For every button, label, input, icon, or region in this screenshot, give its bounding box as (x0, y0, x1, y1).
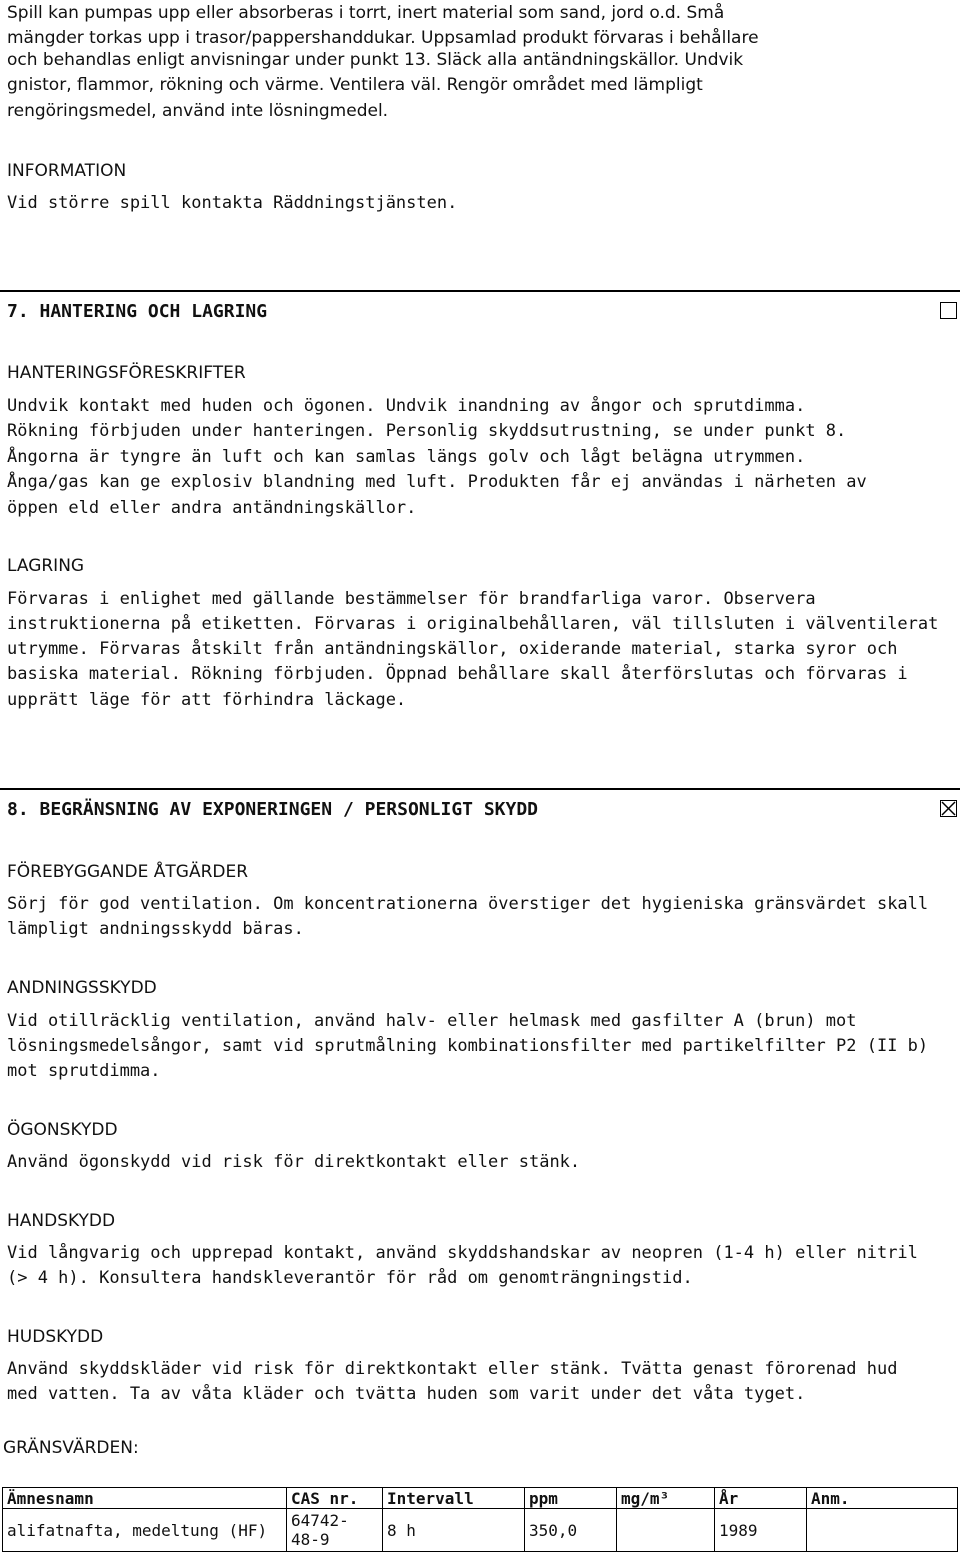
body-text-line: Ånga/gas kan ge explosiv blandning med luft. Produkten får ej användas i närheten av (7, 472, 867, 492)
section-7-title: 7. HANTERING OCH LAGRING (7, 301, 268, 322)
storage-heading: LAGRING (7, 556, 85, 576)
body-text-line: Ångorna är tyngre än luft och kan samlas längs golv och lågt belägna utrymmen. (7, 447, 806, 467)
body-text-line: mot sprutdimma. (7, 1061, 161, 1081)
hand-protection-heading: HANDSKYDD (7, 1211, 116, 1231)
body-text-line: Använd ögonskydd vid risk för direktkontakt eller stänk. (7, 1152, 581, 1172)
body-text-line: basiska material. Rökning förbjuden. Öppnad behållare skall återförslutas och förvaras i (7, 664, 908, 684)
body-text-line: Vid långvarig och upprepad kontakt, använd skyddshandskar av neopren (1-4 h) eller nitril (7, 1243, 918, 1263)
eye-protection-heading: ÖGONSKYDD (7, 1120, 118, 1140)
skin-protection-heading: HUDSKYDD (7, 1327, 104, 1347)
body-text-line: och behandlas enligt anvisningar under punkt 13. Släck alla antändningskällor. Undvik (7, 50, 744, 70)
column-header: ppm (525, 1488, 617, 1509)
column-header: CAS nr. (287, 1488, 383, 1509)
cas-number-cell (287, 1509, 383, 1552)
body-text-line: gnistor, flammor, rökning och värme. Ventilera väl. Rengör området med lämpligt (7, 75, 703, 95)
body-text-line: (> 4 h). Konsultera handskleverantör för råd om genomträngningstid. (7, 1268, 693, 1288)
body-text-line: lösningsmedelsångor, samt vid sprutmålning kombinationsfilter med partikelfilter P2 (II b) (7, 1036, 929, 1056)
substance-name-cell: alifatnafta, medeltung (HF) (3, 1509, 287, 1552)
ppm-cell: 350,0 (525, 1509, 617, 1552)
column-header: mg/m³ (617, 1488, 715, 1509)
cas-number-part: 48-9 (291, 1530, 330, 1549)
body-text-line: instruktionerna på etiketten. Förvaras i originalbehållaren, väl tillsluten i välventilerat (7, 614, 939, 634)
column-header: Intervall (383, 1488, 525, 1509)
body-text-line: Förvaras i enlighet med gällande bestämmelser för brandfarliga varor. Observera (7, 589, 816, 609)
table-row (3, 1509, 958, 1552)
column-header: Ämnesnamn (3, 1488, 287, 1509)
section-divider (0, 788, 960, 790)
body-text-line: Sörj för god ventilation. Om koncentrationerna överstiger det hygieniska gränsvärdet skall (7, 894, 929, 914)
year-cell: 1989 (715, 1509, 807, 1552)
table-header-row (3, 1488, 958, 1509)
column-header: Anm. (807, 1488, 958, 1509)
preventive-heading: FÖREBYGGANDE ÅTGÄRDER (7, 862, 249, 882)
interval-cell: 8 h (383, 1509, 525, 1552)
note-cell (807, 1509, 958, 1552)
handling-heading: HANTERINGSFÖRESKRIFTER (7, 363, 246, 383)
cas-number-part: 64742- (291, 1511, 349, 1530)
exposure-limits-table (2, 1487, 958, 1552)
body-text-line: Använd skyddskläder vid risk för direktkontakt eller stänk. Tvätta genast förorenad hud (7, 1359, 898, 1379)
body-text-line: utrymme. Förvaras åtskilt från antändningskällor, oxiderande material, starka syror och (7, 639, 898, 659)
column-header: År (715, 1488, 807, 1509)
body-text-line: med vatten. Ta av våta kläder och tvätta huden som varit under det våta tyget. (7, 1384, 806, 1404)
mg-m3-cell (617, 1509, 715, 1552)
respiratory-heading: ANDNINGSSKYDD (7, 978, 157, 998)
body-text-line: öppen eld eller andra antändningskällor. (7, 498, 417, 518)
section-7-checkbox (940, 302, 957, 319)
body-text-line: rengöringsmedel, använd inte lösningmedel. (7, 101, 389, 121)
check-cross-icon (941, 801, 958, 818)
body-text-line: Rökning förbjuden under hanteringen. Personlig skyddsutrustning, se under punkt 8. (7, 421, 847, 441)
body-text-line: Spill kan pumpas upp eller absorberas i torrt, inert material som sand, jord o.d. Små (7, 3, 725, 23)
section-8-checkbox (940, 800, 957, 817)
body-text-line: Undvik kontakt med huden och ögonen. Undvik inandning av ångor och sprutdimma. (7, 396, 806, 416)
info-heading: INFORMATION (7, 161, 127, 181)
body-text-line: lämpligt andningsskydd bäras. (7, 919, 304, 939)
section-divider (0, 290, 960, 292)
info-text: Vid större spill kontakta Räddningstjänsten. (7, 193, 458, 213)
body-text-line: mängder torkas upp i trasor/pappershanddukar. Uppsamlad produkt förvaras i behållare (7, 28, 759, 48)
body-text-line: Vid otillräcklig ventilation, använd halv- eller helmask med gasfilter A (brun) mot (7, 1011, 857, 1031)
section-8-title: 8. BEGRÄNSNING AV EXPONERINGEN / PERSONLIGT SKYDD (7, 799, 539, 820)
limits-heading: GRÄNSVÄRDEN: (3, 1438, 139, 1458)
body-text-line: upprätt läge för att förhindra läckage. (7, 690, 407, 710)
